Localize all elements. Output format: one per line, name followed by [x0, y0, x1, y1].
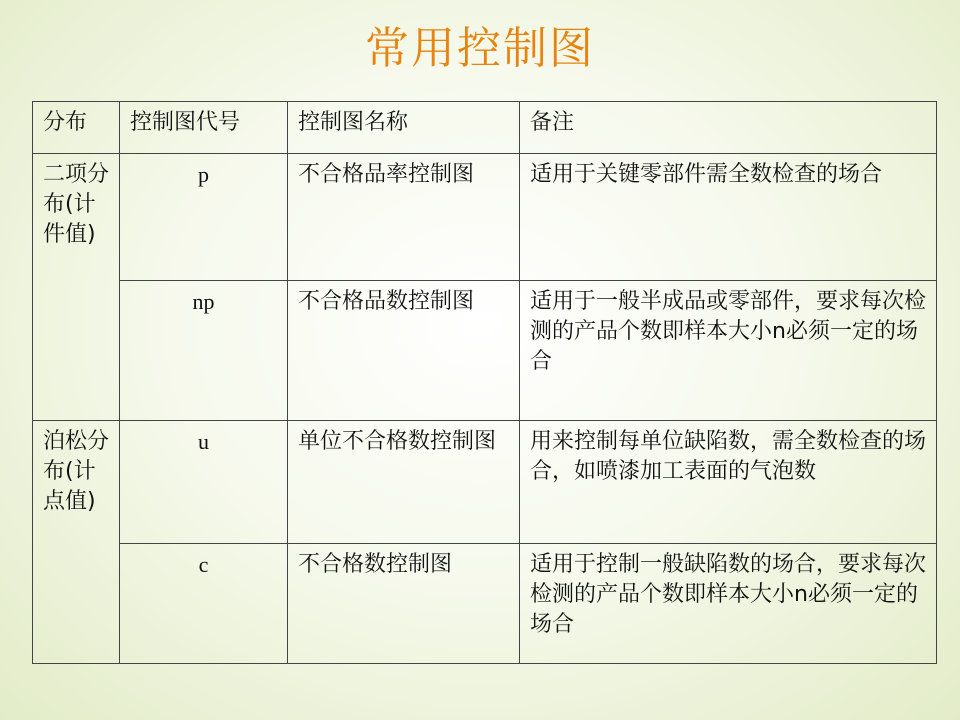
chart-name-cell: 不合格品率控制图 — [288, 154, 520, 281]
header-distribution: 分布 — [33, 102, 120, 154]
chart-name-cell: 不合格数控制图 — [288, 544, 520, 664]
header-remarks: 备注 — [520, 102, 937, 154]
remark-cell: 用来控制每单位缺陷数，需全数检查的场合，如喷漆加工表面的气泡数 — [520, 421, 937, 544]
page-title: 常用控制图 — [365, 23, 595, 74]
chart-code-cell: c — [120, 544, 288, 664]
remark-cell: 适用于一般半成品或零部件，要求每次检测的产品个数即样本大小n必须一定的场合 — [520, 281, 937, 421]
table-header-row — [33, 102, 937, 154]
chart-code-cell: u — [120, 421, 288, 544]
control-chart-table — [32, 101, 937, 664]
remark-cell: 适用于关键零部件需全数检查的场合 — [520, 154, 937, 281]
header-chart-code: 控制图代号 — [120, 102, 288, 154]
table-row — [33, 421, 937, 544]
header-chart-name: 控制图名称 — [288, 102, 520, 154]
table-row — [33, 544, 937, 664]
chart-code-cell: np — [120, 281, 288, 421]
table-row — [33, 154, 937, 281]
chart-code-cell: p — [120, 154, 288, 281]
distribution-cell: 二项分布(计件值) — [33, 154, 120, 421]
table-row — [33, 281, 937, 421]
chart-name-cell: 不合格品数控制图 — [288, 281, 520, 421]
remark-cell: 适用于控制一般缺陷数的场合，要求每次检测的产品个数即样本大小n必须一定的场合 — [520, 544, 937, 664]
distribution-cell: 泊松分布(计点值) — [33, 421, 120, 664]
chart-name-cell: 单位不合格数控制图 — [288, 421, 520, 544]
